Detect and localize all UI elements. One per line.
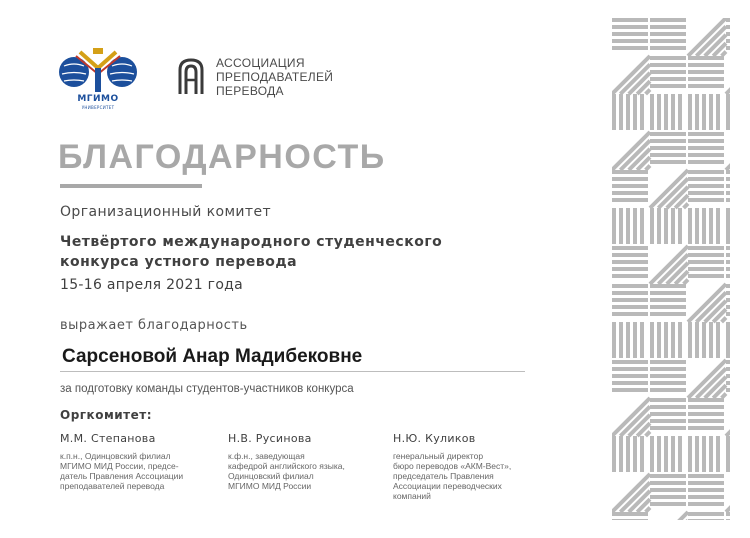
pattern-stripe [688,191,724,195]
pattern-stripe [726,260,730,264]
desc-line: датель Правления Ассоциации [60,471,184,481]
pattern-stripe [688,77,724,81]
pattern-stripe [716,436,720,472]
signatory-name: Н.В. Русинова [228,432,312,445]
association-line: АССОЦИАЦИЯ [216,56,305,70]
pattern-stripe [657,322,661,358]
pattern-stripe [688,436,692,472]
desc-line: компаний [393,491,431,501]
pattern-stripe [695,94,699,130]
pattern-stripe [726,312,730,316]
pattern-stripe [650,374,686,378]
association-line: ПЕРЕВОДА [216,84,284,98]
mgimo-globe-icon [58,44,138,96]
pattern-stripe [671,322,675,358]
pattern-stripe [695,322,699,358]
desc-line: кафедрой английского языка, [228,461,345,471]
pattern-stripe [633,436,637,472]
pattern-stripe [612,208,616,244]
recipient-name: Сарсеновой Анар Мадибековне [62,346,363,367]
pattern-stripe [726,25,730,29]
pattern-stripe [646,432,650,436]
pattern-stripe [684,280,688,284]
pattern-stripe [650,18,686,22]
pattern-stripe [716,322,720,358]
pattern-stripe [726,474,730,512]
pattern-stripe [688,419,724,423]
desc-line: МГИМО МИД России, предсе- [60,461,179,471]
pattern-stripe [688,177,724,181]
pattern-stripe [726,284,730,288]
pattern-stripe [633,208,637,244]
pattern-stripe [612,312,648,316]
pattern-stripe [650,284,686,288]
pattern-stripe [726,305,730,309]
pattern-stripe [726,374,730,378]
pattern-stripe [722,394,726,398]
pattern-stripe [688,398,724,402]
pattern-stripe [650,398,686,402]
contest-line: Четвёртого международного студенческого [60,234,443,250]
pattern-stripe [650,512,688,520]
pattern-stripe [726,32,730,36]
pattern-stripe [726,198,730,202]
pattern-stripe [657,94,661,130]
pattern-stripe [626,94,630,130]
pattern-stripe [612,32,648,36]
pattern-stripe [619,436,623,472]
pattern-stripe [726,132,730,170]
signatory [228,432,345,491]
pattern-stripe [650,426,686,430]
pattern-stripe [650,367,686,371]
pattern-stripe [671,208,675,244]
pattern-stripe [702,322,706,358]
pattern-stripe [702,94,706,130]
pattern-stripe [612,374,648,378]
pattern-stripe [688,488,724,492]
association-logo-icon [176,56,206,96]
pattern-stripe [612,291,648,295]
pattern-stripe [726,291,730,295]
pattern-stripe [726,274,730,278]
pattern-stripe [650,56,686,60]
pattern-stripe [650,488,686,492]
mgimo-wordmark: МГИМО [77,94,119,104]
expresses-text: выражает благодарность [60,318,248,333]
mgimo-subtitle: УНИВЕРСИТЕТ [81,105,115,110]
pattern-stripe [726,94,730,130]
pattern-stripe [688,512,724,516]
signatory [393,432,511,501]
pattern-stripe [626,322,630,358]
pattern-stripe [650,25,686,29]
certificate-title: БЛАГОДАРНОСТЬ [58,138,386,176]
desc-line: к.п.н., Одинцовский филиал [60,451,171,461]
pattern-stripe [688,495,724,499]
pattern-stripe [726,246,730,250]
pattern-stripe [646,508,650,512]
pattern-stripe [619,208,623,244]
pattern-stripe [726,360,730,364]
pattern-stripe [664,208,668,244]
pattern-stripe [688,426,724,430]
pattern-stripe [688,63,724,67]
desc-line: бюро переводов «АКМ-Вест», [393,461,512,471]
pattern-stripe [722,52,726,56]
pattern-stripe [726,208,730,244]
pattern-stripe [726,170,730,174]
contest-name [60,232,442,272]
contest-line: конкурса устного перевода [60,254,298,270]
pattern-stripe [612,191,648,195]
pattern-stripe [640,94,644,130]
pattern-stripe [612,274,648,278]
pattern-stripe [678,322,682,358]
pattern-stripe [688,481,724,485]
pattern-stripe [678,436,682,472]
pattern-stripe [650,419,686,423]
pattern-stripe [657,436,661,472]
pattern-stripe [688,198,724,202]
title-underline [60,184,202,188]
pattern-stripe [726,322,730,358]
pattern-stripe [726,267,730,271]
pattern-stripe [612,267,648,271]
pattern-stripe [650,502,686,506]
pattern-stripe [612,519,648,520]
pattern-stripe [688,56,724,60]
desc-line: Ассоциации переводческих [393,481,502,491]
pattern-stripe [650,322,654,358]
pattern-stripe [722,318,726,322]
pattern-stripe [688,153,724,157]
desc-line: преподавателей перевода [60,481,165,491]
pattern-stripe [688,502,724,506]
pattern-stripe [650,146,686,150]
pattern-stripe [626,436,630,472]
pattern-stripe [650,208,654,244]
signatory-description [60,451,183,491]
pattern-stripe [650,84,686,88]
pattern-stripe [688,132,724,136]
pattern-stripe [688,184,724,188]
pattern-stripe [650,495,686,499]
pattern-stripe [726,177,730,181]
pattern-stripe [650,405,686,409]
pattern-stripe [726,253,730,257]
desc-line: к.ф.н., заведующая [228,451,305,461]
pattern-stripe [688,412,724,416]
pattern-stripe [688,94,692,130]
pattern-stripe [650,481,686,485]
pattern-stripe [688,139,724,143]
pattern-stripe [726,367,730,371]
desc-line: МГИМО МИД России [228,481,312,491]
pattern-stripe [650,139,686,143]
pattern-stripe [650,381,686,385]
pattern-stripe [688,146,724,150]
signatory [60,432,183,491]
pattern-stripe [678,208,682,244]
pattern-stripe [726,381,730,385]
pattern-stripe [612,94,616,130]
pattern-stripe [726,519,730,520]
pattern-stripe [650,360,686,364]
pattern-stripe [688,274,724,278]
pattern-stripe [612,322,616,358]
pattern-stripe [726,39,730,43]
pattern-stripe [716,94,720,130]
pattern-stripe [688,322,692,358]
pattern-stripe [650,305,686,309]
pattern-stripe [716,208,720,244]
pattern-stripe [650,153,686,157]
pattern-stripe [688,267,724,271]
association-line: ПРЕПОДАВАТЕЛЕЙ [216,70,334,84]
pattern-stripe [664,94,668,130]
pattern-stripe [726,46,730,50]
pattern-stripe [688,84,724,88]
desc-line: председатель Правления [393,471,494,481]
pattern-stripe [612,367,648,371]
pattern-stripe [640,322,644,358]
pattern-stripe [688,253,724,257]
pattern-stripe [612,170,648,174]
pattern-stripe [650,436,654,472]
pattern-stripe [688,160,724,164]
pattern-stripe [612,46,648,50]
pattern-stripe [726,436,730,472]
pattern-stripe [650,46,686,50]
pattern-stripe [688,246,724,250]
pattern-stripe [650,291,686,295]
pattern-stripe [726,18,730,22]
pattern-stripe [726,56,730,94]
pattern-stripe [612,298,648,302]
pattern-stripe [688,519,724,520]
pattern-stripe [650,39,686,43]
pattern-stripe [695,436,699,472]
pattern-stripe [726,512,730,516]
pattern-stripe [650,70,686,74]
pattern-stripe [726,398,730,436]
pattern-stripe [650,132,686,136]
pattern-stripe [612,512,648,516]
pattern-stripe [650,298,686,302]
pattern-stripe [664,436,668,472]
organizer-text: Организационный комитет [60,204,272,220]
pattern-stripe [688,260,724,264]
desc-line: Одинцовский филиал [228,471,314,481]
pattern-stripe [726,184,730,188]
reason-text: за подготовку команды студентов-участников конкурса [60,383,354,395]
pattern-stripe [709,208,713,244]
signatory-name: М.М. Степанова [60,432,156,445]
pattern-stripe [684,204,688,208]
pattern-stripe [650,388,686,392]
logo-row [58,44,358,114]
pattern-stripe [646,90,650,94]
mgimo-logo [58,44,138,112]
pattern-stripe [619,94,623,130]
pattern-stripe [650,77,686,81]
pattern-stripe [633,94,637,130]
pattern-stripe [612,360,648,364]
pattern-stripe [671,436,675,472]
pattern-stripe [612,177,648,181]
pattern-stripe [726,298,730,302]
pattern-stripe [612,18,648,22]
pattern-stripe [612,260,648,264]
pattern-stripe [709,94,713,130]
pattern-stripe [619,322,623,358]
pattern-stripe [688,70,724,74]
pattern-stripe [678,94,682,130]
pattern-stripe [612,388,648,392]
pattern-stripe [650,160,686,164]
pattern-stripe [612,184,648,188]
pattern-stripe [612,25,648,29]
recipient-underline [60,371,525,372]
pattern-stripe [646,166,650,170]
pattern-stripe [650,312,686,316]
pattern-stripe [650,474,686,478]
pattern-stripe [633,322,637,358]
pattern-stripe [664,322,668,358]
desc-line: генеральный директор [393,451,484,461]
pattern-stripe [688,170,724,174]
pattern-stripe [688,405,724,409]
pattern-stripe [626,208,630,244]
pattern-stripe [612,436,616,472]
pattern-stripe [612,305,648,309]
decorative-stripe-pattern [612,18,730,520]
pattern-stripe [726,388,730,392]
signatory-description [228,451,345,491]
pattern-stripe [709,436,713,472]
pattern-stripe [688,208,692,244]
pattern-stripe [650,32,686,36]
pattern-stripe [726,191,730,195]
pattern-stripe [612,253,648,257]
pattern-stripe [702,436,706,472]
pattern-stripe [657,208,661,244]
pattern-stripe [612,39,648,43]
contest-date: 15-16 апреля 2021 года [60,277,244,293]
signatory-name: Н.Ю. Куликов [393,432,476,445]
pattern-stripe [671,94,675,130]
pattern-stripe [650,94,654,130]
association-name [216,56,333,98]
pattern-stripe [640,208,644,244]
pattern-stripe [612,381,648,385]
pattern-stripe [612,284,648,288]
pattern-stripe [695,208,699,244]
committee-heading: Оргкомитет: [60,408,153,422]
pattern-stripe [709,322,713,358]
pattern-stripe [688,474,724,478]
pattern-stripe [640,436,644,472]
signatory-description [393,451,511,501]
pattern-stripe [612,246,648,250]
pattern-stripe [650,412,686,416]
pattern-stripe [702,208,706,244]
pattern-stripe [612,198,648,202]
pattern-stripe [650,63,686,67]
